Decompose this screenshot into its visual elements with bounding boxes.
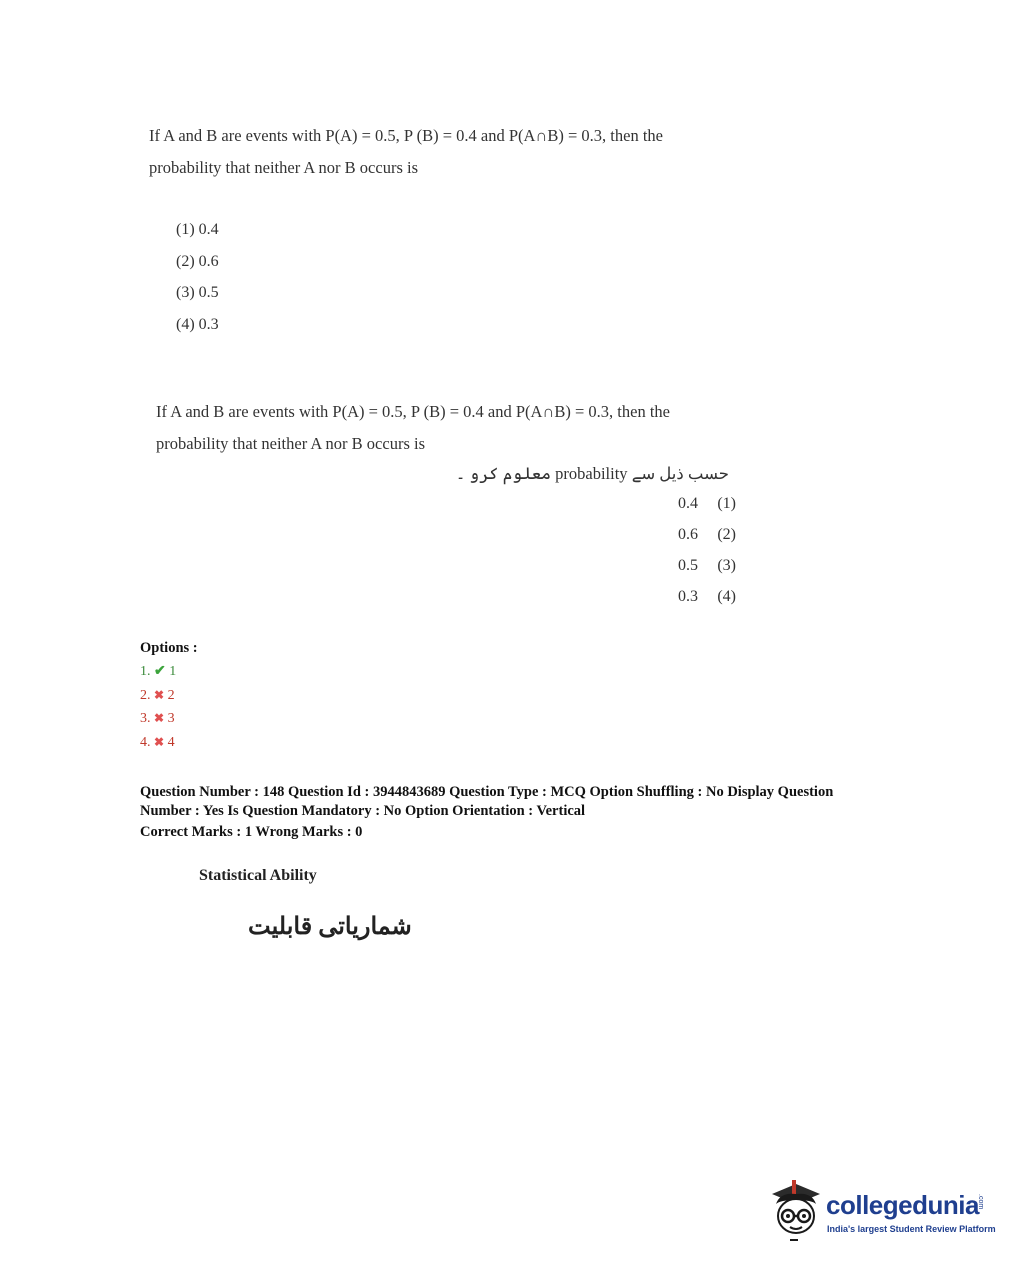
option-en-1: (1) 0.4 [176,221,219,238]
option-ur-3 [678,550,736,581]
question-meta-line2: Number : Yes Is Question Mandatory : No Option Orientation : Vertical [140,803,586,819]
answer-list [140,660,176,754]
option-ur-3-value: 0.5 [678,557,698,574]
question-meta-line1: Question Number : 148 Question Id : 3944843689 Question Type : MCQ Option Shuffling : No Display Question [140,784,834,800]
answer-item-4 [140,731,176,755]
option-ur-1-value: 0.4 [678,495,698,512]
logo-tagline: India's largest Student Review Platform [827,1224,996,1234]
logo-suffix: .com [977,1194,984,1210]
option-en-4: (4) 0.3 [176,315,219,333]
answer-item-3 [140,707,176,731]
answer-index-4: 4. [140,734,151,750]
option-en-3: (3) 0.5 [176,284,219,301]
answer-index-2: 2. [140,687,151,703]
option-ur-4 [678,581,736,612]
answer-index-3: 3. [140,711,151,726]
option-ur-1 [678,488,736,519]
question-urdu-text: حسب ذیل سے probability معلوم کرو ۔ [455,464,729,483]
option-ur-2-num: (2) [717,526,736,543]
question-ur [156,396,670,460]
answer-index-1: 1. [140,664,151,679]
question-en-line2: probability that neither A nor B occurs is [149,158,418,177]
option-ur-2-value: 0.6 [678,526,698,543]
cross-icon: ✖ [154,711,165,725]
answer-value-3: 3 [167,711,175,726]
option-en-2: (2) 0.6 [176,252,219,270]
option-ur-3-num: (3) [717,557,736,574]
section-title-urdu: شماریاتی قابلیت [248,914,412,940]
checkmark-icon: ✔ [154,664,166,679]
question-en-line1: If A and B are events with P(A) = 0.5, P (B) = 0.4 and P(A∩B) = 0.3, then the [149,126,663,145]
question-en-options [176,214,219,340]
answer-value-2: 2 [167,687,175,703]
cross-icon: ✖ [154,687,165,702]
option-ur-4-num: (4) [717,588,736,605]
question-ur-line1: If A and B are events with P(A) = 0.5, P (B) = 0.4 and P(A∩B) = 0.3, then the [156,402,670,421]
options-label: Options : [140,640,198,656]
question-ur-options [678,488,736,612]
question-ur-line2: probability that neither A nor B occurs is [156,434,425,453]
question-en [149,120,663,184]
question-meta-line3: Correct Marks : 1 Wrong Marks : 0 [140,824,363,840]
question-meta [140,783,930,842]
graduate-mascot-icon [766,1178,824,1242]
section-title-english: Statistical Ability [199,867,317,884]
logo-wordmark: collegedunia [826,1190,979,1220]
collegedunia-logo [766,1176,996,1246]
option-ur-4-value: 0.3 [678,588,698,605]
answer-value-4: 4 [167,734,175,750]
option-ur-1-num: (1) [717,495,736,512]
answer-value-1: 1 [169,664,177,679]
option-ur-2 [678,519,736,550]
answer-item-2 [140,684,176,708]
cross-icon: ✖ [154,734,165,749]
answer-item-1 [140,660,176,684]
